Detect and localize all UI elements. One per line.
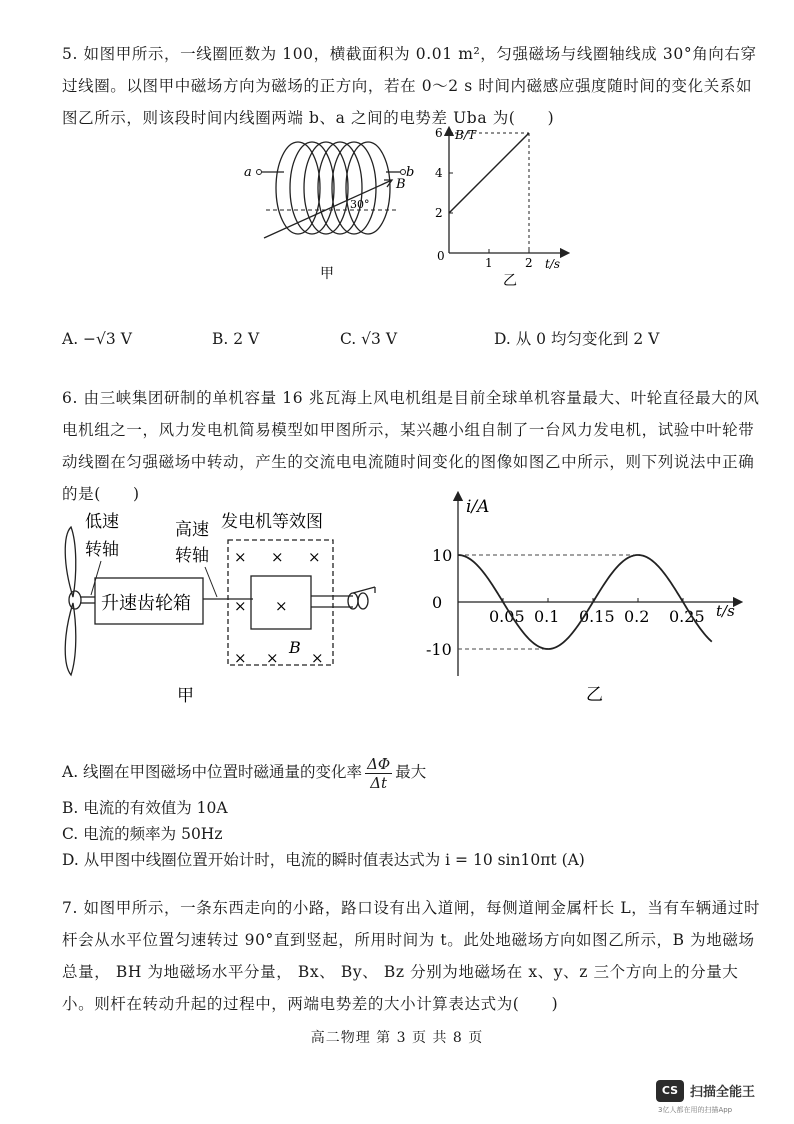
bt-x-tick-label: 1 xyxy=(485,256,493,270)
cs-logo-icon: CS xyxy=(656,1080,684,1102)
field-cross: × xyxy=(266,649,279,667)
field-cross: × xyxy=(311,649,324,667)
gearbox-label: 升速齿轮箱 xyxy=(101,593,191,614)
q5-option-a[interactable]: A. −√3 V xyxy=(62,330,132,348)
q5-label-b: b xyxy=(406,165,415,180)
it-y-tick-label: 10 xyxy=(432,546,453,565)
it-x-tick-label: 0.1 xyxy=(534,607,560,626)
q7-text: 7. 如图甲所示，一条东西走向的小路，路口设有出入道闸，每侧道闸金属杆长 L，当有车辆通过时杆会从水平位置匀速转过 90°直到竖起，所用时间为 t。此处地磁场方向如图乙所示，B 为地磁场总量， BH 为地磁场水平分量， Bx、 By、 Bz 分别为地磁场在 x、y、z 三个方向上的分量大小。则杆在转动升起的过程中，两端电势差的大小计算表达式为( ) xyxy=(62,899,761,1013)
field-cross: × xyxy=(275,597,288,615)
it-x-tick-label: 0.05 xyxy=(489,607,525,626)
badge-subtitle: 3亿人都在用的扫描App xyxy=(658,1106,733,1114)
field-cross: × xyxy=(234,548,247,566)
bt-guides xyxy=(449,133,529,253)
q5-label-field: B xyxy=(396,177,406,192)
q5-coil-figure xyxy=(240,130,415,280)
it-y-tick-label: -10 xyxy=(426,640,452,659)
bt-x-tick-label: 2 xyxy=(525,256,533,270)
bt-xlabel: t/s xyxy=(545,257,561,271)
bt-origin: 0 xyxy=(437,249,445,263)
generator-title: 发电机等效图 xyxy=(221,512,323,532)
it-caption: 乙 xyxy=(586,685,603,705)
flux-rate-denominator: Δt xyxy=(370,773,388,792)
q5-bt-graph xyxy=(425,125,575,290)
q6-option-a[interactable] xyxy=(62,752,426,792)
field-cross: × xyxy=(308,548,321,566)
badge-name: 扫描全能王 xyxy=(690,1085,756,1100)
q6-option-d[interactable]: D. 从甲图中线圈位置开始计时，电流的瞬时值表达式为 i = 10 sin10πt (A) xyxy=(62,851,585,869)
low-shaft-label-1: 低速 xyxy=(85,512,119,532)
it-x-tick-label: 0.25 xyxy=(669,607,705,626)
flux-rate-fraction xyxy=(365,755,392,792)
q6-text: 6. 由三峡集团研制的单机容量 16 兆瓦海上风电机组是目前全球单机容量最大、叶轮直径最大的风电机组之一，风力发电机简易模型如甲图所示，某兴趣小组自制了一台风力发电机，试验中叶轮带动线圈在匀强磁场中转动，产生的交流电电流随时间变化的图像如图乙中所示，则下列说法中正确的是( ) xyxy=(62,389,760,503)
q5-label-a: a xyxy=(244,165,252,180)
bt-y-tick-label: 2 xyxy=(435,206,443,220)
field-cross: × xyxy=(234,597,247,615)
field-cross: × xyxy=(271,548,284,566)
bt-y-tick-label: 6 xyxy=(435,126,443,140)
q6-option-a-pre: A. 线圈在甲图磁场中位置时磁通量的变化率 xyxy=(62,763,363,781)
q6-option-b[interactable]: B. 电流的有效值为 10A xyxy=(62,799,228,817)
page-footer: 高二物理 第 3 页 共 8 页 xyxy=(310,1030,484,1046)
low-shaft-label-2: 转轴 xyxy=(85,540,119,560)
q5-text: 5. 如图甲所示，一线圈匝数为 100，横截面积为 0.01 m²，匀强磁场与线圈轴线成 30°角向右穿过线圈。以图甲中磁场方向为磁场的正方向，若在 0～2 s 时间内磁感应强度随时间的变化关系如图乙所示，则该段时间内线圈两端 b、a 之间的电势差 Uba 为( ) xyxy=(62,45,757,127)
bt-caption: 乙 xyxy=(503,273,517,289)
field-label: B xyxy=(289,638,301,657)
bt-series-line xyxy=(449,133,529,213)
bt-ylabel: B/T xyxy=(455,128,476,142)
q6-option-a-post: 最大 xyxy=(395,763,427,781)
q6-option-c[interactable]: C. 电流的频率为 50Hz xyxy=(62,825,223,843)
scanner-watermark xyxy=(656,1080,776,1116)
q6-caption-jia: 甲 xyxy=(177,686,194,705)
q6-turbine-figure xyxy=(55,505,385,705)
q5-caption-jia: 甲 xyxy=(320,266,334,280)
q5-option-b[interactable]: B. 2 V xyxy=(212,330,260,348)
q6-it-graph xyxy=(418,490,748,710)
high-shaft-label-1: 高速 xyxy=(175,520,209,540)
q5-angle-label: 30° xyxy=(350,198,370,211)
high-shaft-label-2: 转轴 xyxy=(175,546,209,566)
flux-rate-numerator: ΔΦ xyxy=(367,754,391,773)
q5-option-c[interactable]: C. √3 V xyxy=(340,330,398,348)
it-x-tick-label: 0.2 xyxy=(624,607,650,626)
it-xlabel: t/s xyxy=(716,602,735,620)
q5-option-d[interactable]: D. 从 0 均匀变化到 2 V xyxy=(494,330,660,348)
it-ylabel: i/A xyxy=(466,497,490,517)
it-x-tick-label: 0.15 xyxy=(579,607,615,626)
bt-y-tick-label: 4 xyxy=(435,166,443,180)
field-cross: × xyxy=(234,649,247,667)
it-y-tick-label: 0 xyxy=(432,593,443,612)
